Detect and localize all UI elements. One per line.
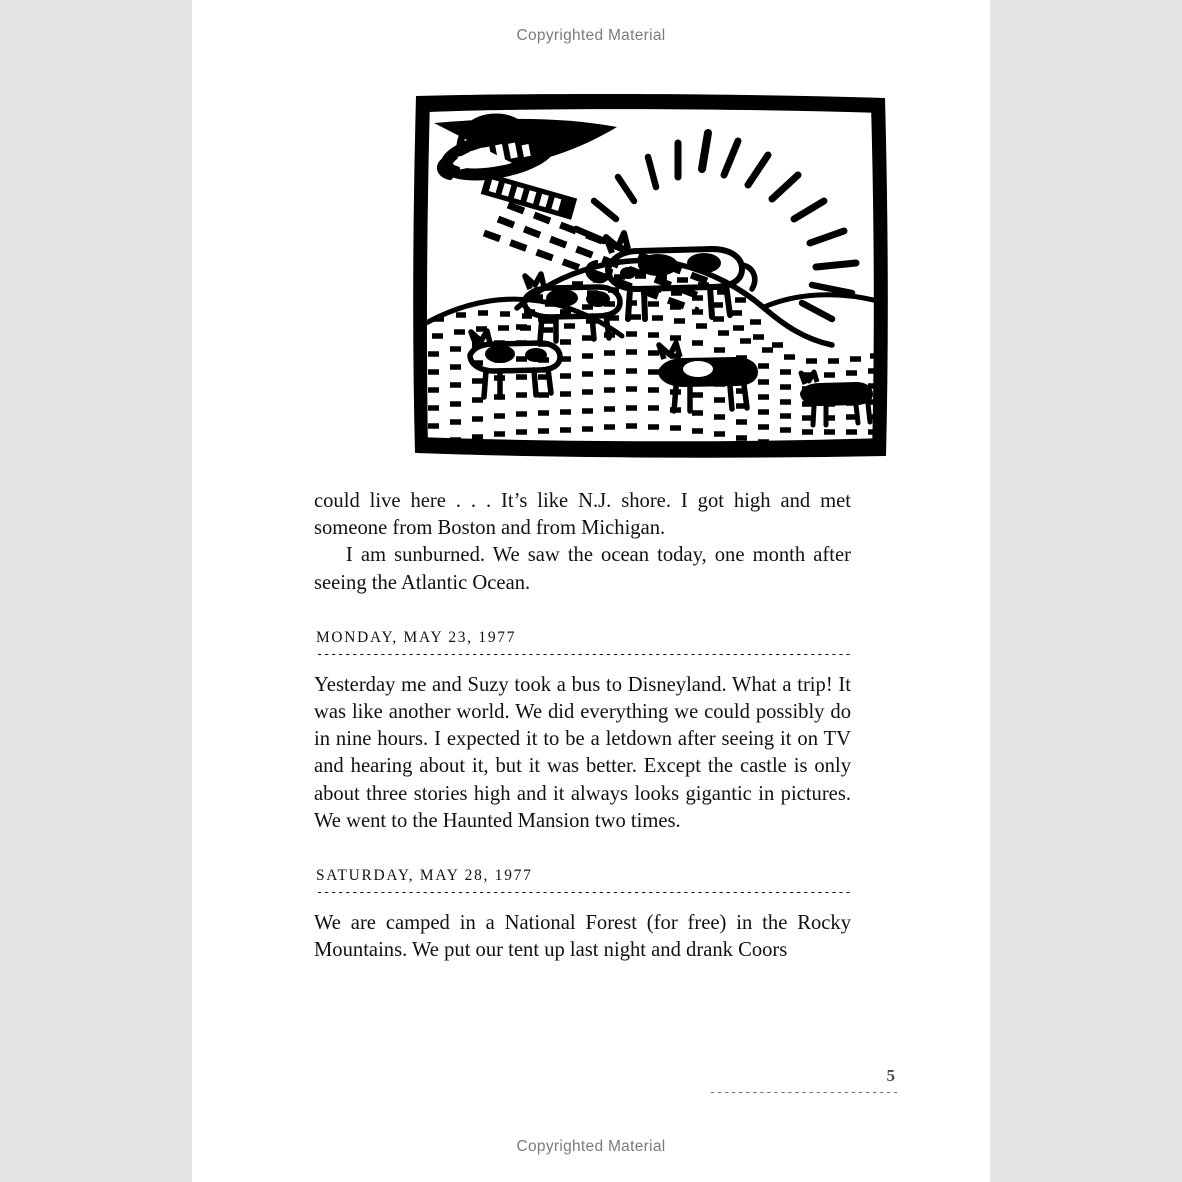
entry-body-text: Yesterday me and Suzy took a bus to Disneyland. What a trip! It was like another world. We did everything we could possibly do in nine hours. I expected it to be a letdown after seeing it on TV and hearing about it, but it was better. Except the castle is only about three stories high and it always looks gigantic in pictures. We went to the Haunted Mansion two times. bbox=[314, 673, 851, 832]
copyright-watermark-top: Copyrighted Material bbox=[516, 27, 666, 44]
page-number: 5 bbox=[886, 1066, 895, 1085]
book-page bbox=[192, 0, 990, 1182]
continued-paragraph-1: could live here . . . It’s like N.J. shore. I got high and met someone from Boston and from Michigan. bbox=[314, 490, 851, 540]
entry-dotted-rule bbox=[314, 653, 851, 656]
journal-entry-2 bbox=[314, 867, 851, 964]
entry-date-heading: SATURDAY, MAY 28, 1977 bbox=[316, 867, 533, 885]
ufo-cows-illustration bbox=[412, 93, 889, 458]
copyright-watermark-bottom: Copyrighted Material bbox=[516, 1138, 666, 1155]
page-text-column bbox=[314, 488, 851, 964]
entry-date-heading: MONDAY, MAY 23, 1977 bbox=[316, 628, 517, 646]
folio bbox=[709, 1066, 897, 1094]
folio-dotted-rule bbox=[709, 1091, 897, 1094]
entry-dotted-rule bbox=[314, 891, 851, 894]
journal-entry-1 bbox=[314, 629, 851, 835]
continued-paragraph-2: I am sunburned. We saw the ocean today, one month after seeing the Atlantic Ocean. bbox=[314, 544, 851, 594]
entry-body-text: We are camped in a National Forest (for free) in the Rocky Mountains. We put our tent up last night and drank Coors bbox=[314, 912, 851, 962]
